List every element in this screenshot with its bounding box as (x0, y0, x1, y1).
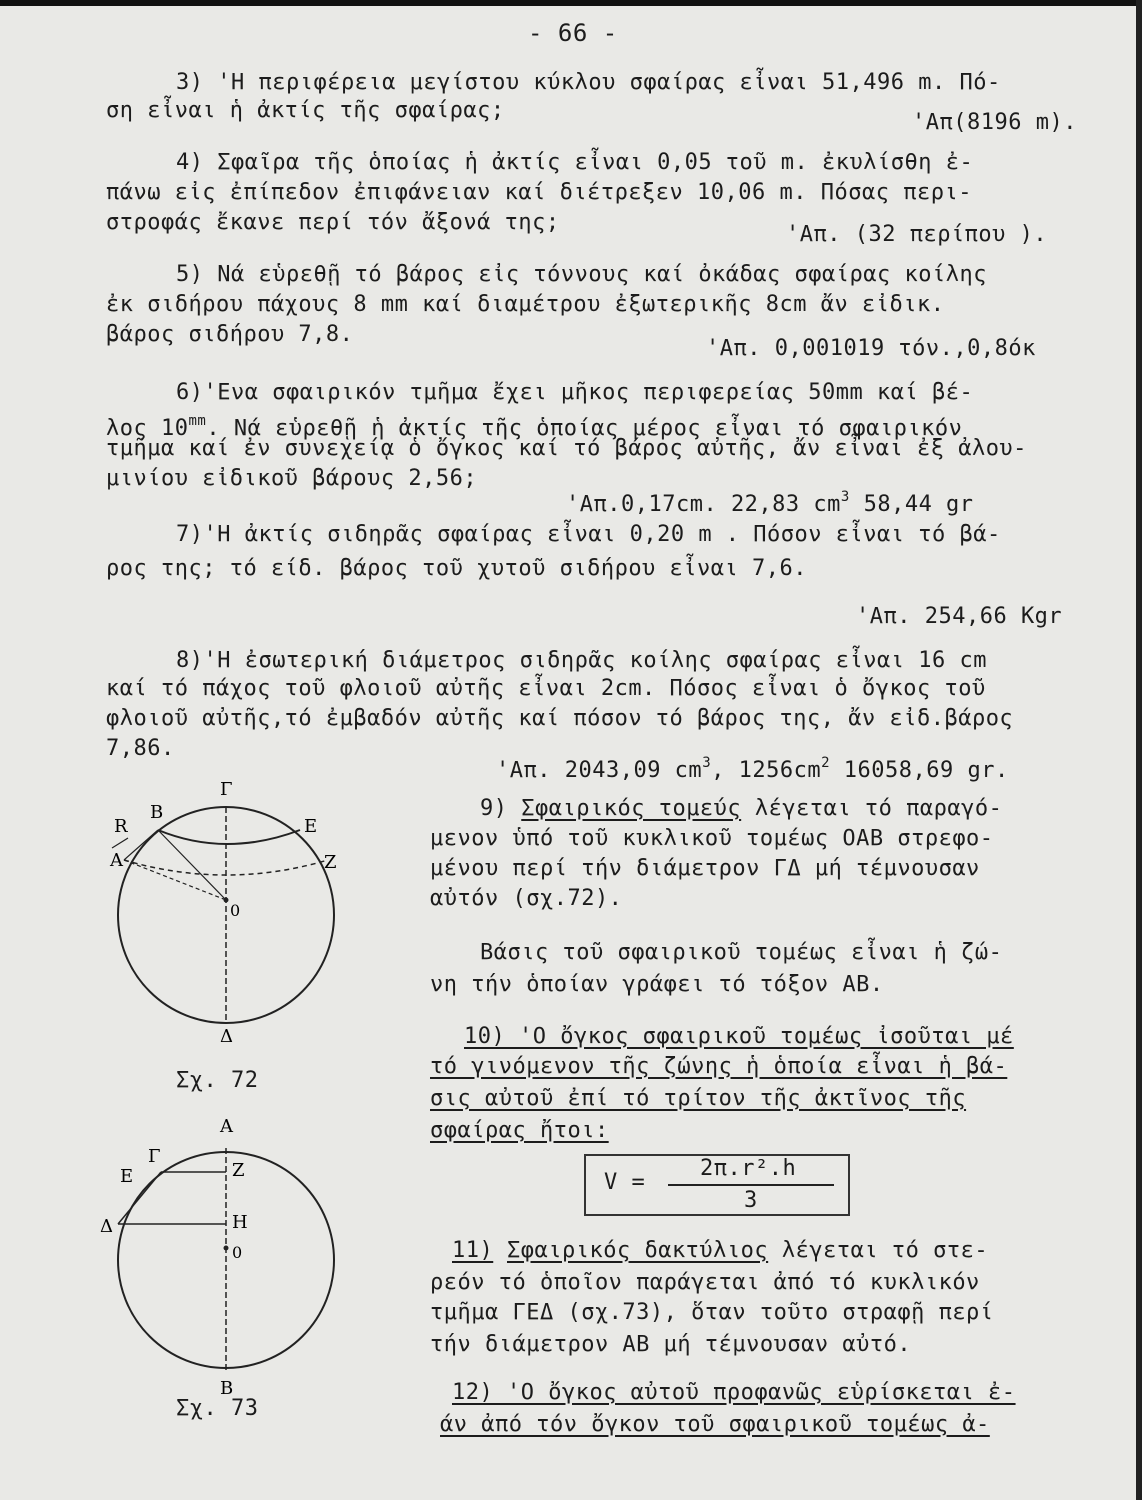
fig72-label-r: R (114, 816, 128, 837)
problem-3-line-2: ση εἶναι ἡ ἀκτίς τῆς σφαίρας; (106, 98, 505, 123)
fig73-label-d: Δ (100, 1216, 113, 1237)
figure-72-caption: Σχ. 72 (176, 1068, 259, 1093)
section-10-line-2: τό γινόμενον τῆς ζώνης ἡ ὁποία εἶναι ἡ βά- (430, 1054, 1008, 1079)
fig72-label-b: B (150, 802, 164, 823)
problem-4-line-2: πάνω εἰς ἐπίπεδον ἐπιφάνειαν καί διέτρεξεν 10,06 m. Πόσας περι- (106, 180, 972, 205)
problem-5-line-3: βάρος σιδήρου 7,8. (106, 322, 354, 347)
problem-4-line-1: 4) Σφαῖρα τῆς ὁποίας ἡ ἀκτίς εἶναι 0,05 τοῦ m. ἐκυλίσθη ἐ- (176, 150, 974, 175)
problem-8-line-3: φλοιοῦ αὐτῆς,τό ἐμβαδόν αὐτῆς καί πόσον τό βάρος της, ἄν εἰδ.βάρος (106, 706, 1014, 731)
section-10-line-3: σις αὐτοῦ ἐπί τό τρίτον τῆς ἀκτῖνος τῆς (430, 1086, 967, 1111)
problem-7-line-1: 7)'Η ἀκτίς σιδηρᾶς σφαίρας εἶναι 0,20 m . Πόσον εἶναι τό βά- (176, 522, 1001, 547)
problem-4-line-3: στροφάς ἔκανε περί τόν ἄξονά της; (106, 210, 560, 235)
section-10-line-4: σφαίρας ἤτοι: (430, 1118, 609, 1143)
problem-8-line-4: 7,86. (106, 736, 175, 761)
fig73-label-o: 0 (232, 1243, 243, 1262)
base-paragraph-line-2: νη τήν ὁποίαν γράφει τό τόξον ΑΒ. (430, 972, 884, 997)
problem-5-line-1: 5) Νά εὑρεθῇ τό βάρος εἰς τόννους καί ὀκάδας σφαίρας κοίλης (176, 262, 987, 287)
section-12-line-2: άν ἀπό τόν ὄγκον τοῦ σφαιρικοῦ τομέως ἀ- (440, 1412, 990, 1437)
fig72-label-g: Γ (220, 780, 233, 800)
section-11-line-2: ρεόν τό ὁποῖον παράγεται ἀπό τό κυκλικόν (430, 1270, 980, 1295)
fig72-label-z: Z (324, 852, 337, 873)
fig72-center-point (224, 898, 229, 903)
problem-3-line-1: 3) 'Η περιφέρεια μεγίστου κύκλου σφαίρας εἶναι 51,496 m. Πό- (176, 70, 1001, 95)
page-number: - 66 - (528, 19, 618, 47)
section-9-line-3: μένου περί τήν διάμετρον ΓΔ μή τέμνουσαν (430, 856, 980, 881)
section-9-line-1: 9) Σφαιρικός τομεύς λέγεται τό παραγό- (480, 796, 1003, 821)
problem-4-answer: 'Απ. (32 περίπου ). (786, 222, 1048, 247)
problem-6-answer: 'Απ.0,17cm. 22,83 $cm^3$ 58,44 gr (566, 489, 974, 517)
fig72-arc-be (158, 830, 300, 844)
section-9-line-4: αὐτόν (σχ.72). (430, 886, 623, 911)
problem-3-answer: 'Απ(8196 m). (912, 110, 1077, 135)
formula-denominator: 3 (744, 1188, 758, 1213)
problem-6-line-2: λος $10^{mm}$. Νά εὑρεθῇ ἡ ἀκτίς τῆς ὁποίας μέρος εἶναι τό σφαιρικόν (106, 413, 963, 441)
section-9-line-2: μενον ὑπό τοῦ κυκλικοῦ τομέως ΟΑΒ στρεφο- (430, 826, 994, 851)
section-10-line-1: 10) 'Ο ὄγκος σφαιρικοῦ τομέως ἰσοῦται μέ (464, 1024, 1014, 1049)
fig73-label-b: B (220, 1378, 234, 1399)
figure-73-caption: Σχ. 73 (176, 1396, 259, 1421)
page-top-edge (0, 0, 1142, 6)
section-11-line-1: 11) Σφαιρικός δακτύλιος λέγεται τό στε- (452, 1238, 989, 1263)
problem-7-line-2: ρος της; τό είδ. βάρος τοῦ χυτοῦ σιδήρου εἶναι 7,6. (106, 556, 808, 581)
formula-lhs: V = (604, 1170, 646, 1195)
fig72-label-e: E (304, 816, 318, 837)
problem-6-line-1: 6)'Ενα σφαιρικόν τμῆμα ἔχει μῆκος περιφερείας 50mm καί βέ- (176, 380, 974, 405)
fig73-label-h: H (232, 1212, 248, 1233)
figure-72-sphere-sector (100, 780, 360, 1110)
fig72-chord-ab (124, 830, 158, 860)
fig73-label-z: Z (232, 1160, 245, 1181)
fig73-label-a: A (220, 1116, 233, 1137)
formula-fraction-bar (668, 1184, 834, 1186)
problem-5-line-2: ἐκ σιδήρου πάχους 8 mm καί διαμέτρου ἐξωτερικῆς 8cm ἄν εἰδικ. (106, 292, 945, 317)
section-11-line-4: τήν διάμετρον ΑΒ μή τέμνουσαν αὐτό. (430, 1332, 912, 1357)
section-11-term: Σφαιρικός δακτύλιος (507, 1238, 769, 1263)
formula-numerator: 2π.r².h (700, 1156, 797, 1181)
fig73-label-g: Γ (148, 1146, 161, 1167)
problem-6-line-4: μινίου εἰδικοῦ βάρους 2,56; (106, 466, 478, 491)
base-paragraph-line-1: Βάσις τοῦ σφαιρικοῦ τομέως εἶναι ἡ ζώ- (480, 940, 1003, 965)
problem-8-line-1: 8)'Η ἐσωτερική διάμετρος σιδηρᾶς κοίλης σφαίρας εἶναι 16 cm (176, 648, 987, 673)
fig72-label-d: Δ (220, 1026, 233, 1047)
figure-73-spherical-ring (100, 1112, 360, 1402)
fig72-radius-oa (124, 860, 226, 900)
fig72-label-o: 0 (230, 901, 241, 920)
problem-5-answer: 'Απ. 0,001019 τόν.,0,8όκ (706, 336, 1036, 361)
section-11-line-3: τμῆμα ΓΕΔ (σχ.73), ὅταν τοῦτο στραφῇ περί (430, 1300, 994, 1325)
page-right-edge (1136, 0, 1142, 1500)
fig72-r-marker (112, 838, 128, 848)
problem-8-answer: 'Απ. 2043,09 $cm^3$, $1256cm^2$ 16058,69 gr. (496, 755, 1009, 783)
fig73-label-e: E (120, 1166, 134, 1187)
fig72-label-a: A (110, 850, 123, 871)
section-12-line-1: 12) 'Ο ὄγκος αὐτοῦ προφανῶς εὑρίσκεται ἐ- (452, 1380, 1016, 1405)
problem-7-answer: 'Απ. 254,66 Kgr (856, 604, 1063, 629)
problem-6-line-3: τμῆμα καί ἐν συνεχείᾳ ὁ ὄγκος καί τό βάρος αὐτῆς, ἄν εἶναι ἐξ ἀλου- (106, 436, 1027, 461)
section-9-term: Σφαιρικός τομεύς (521, 796, 742, 821)
problem-8-line-2: καί τό πάχος τοῦ φλοιοῦ αὐτῆς εἶναι 2cm. Πόσος εἶναι ὁ ὄγκος τοῦ (106, 676, 986, 701)
fig73-center-point (224, 1246, 229, 1251)
